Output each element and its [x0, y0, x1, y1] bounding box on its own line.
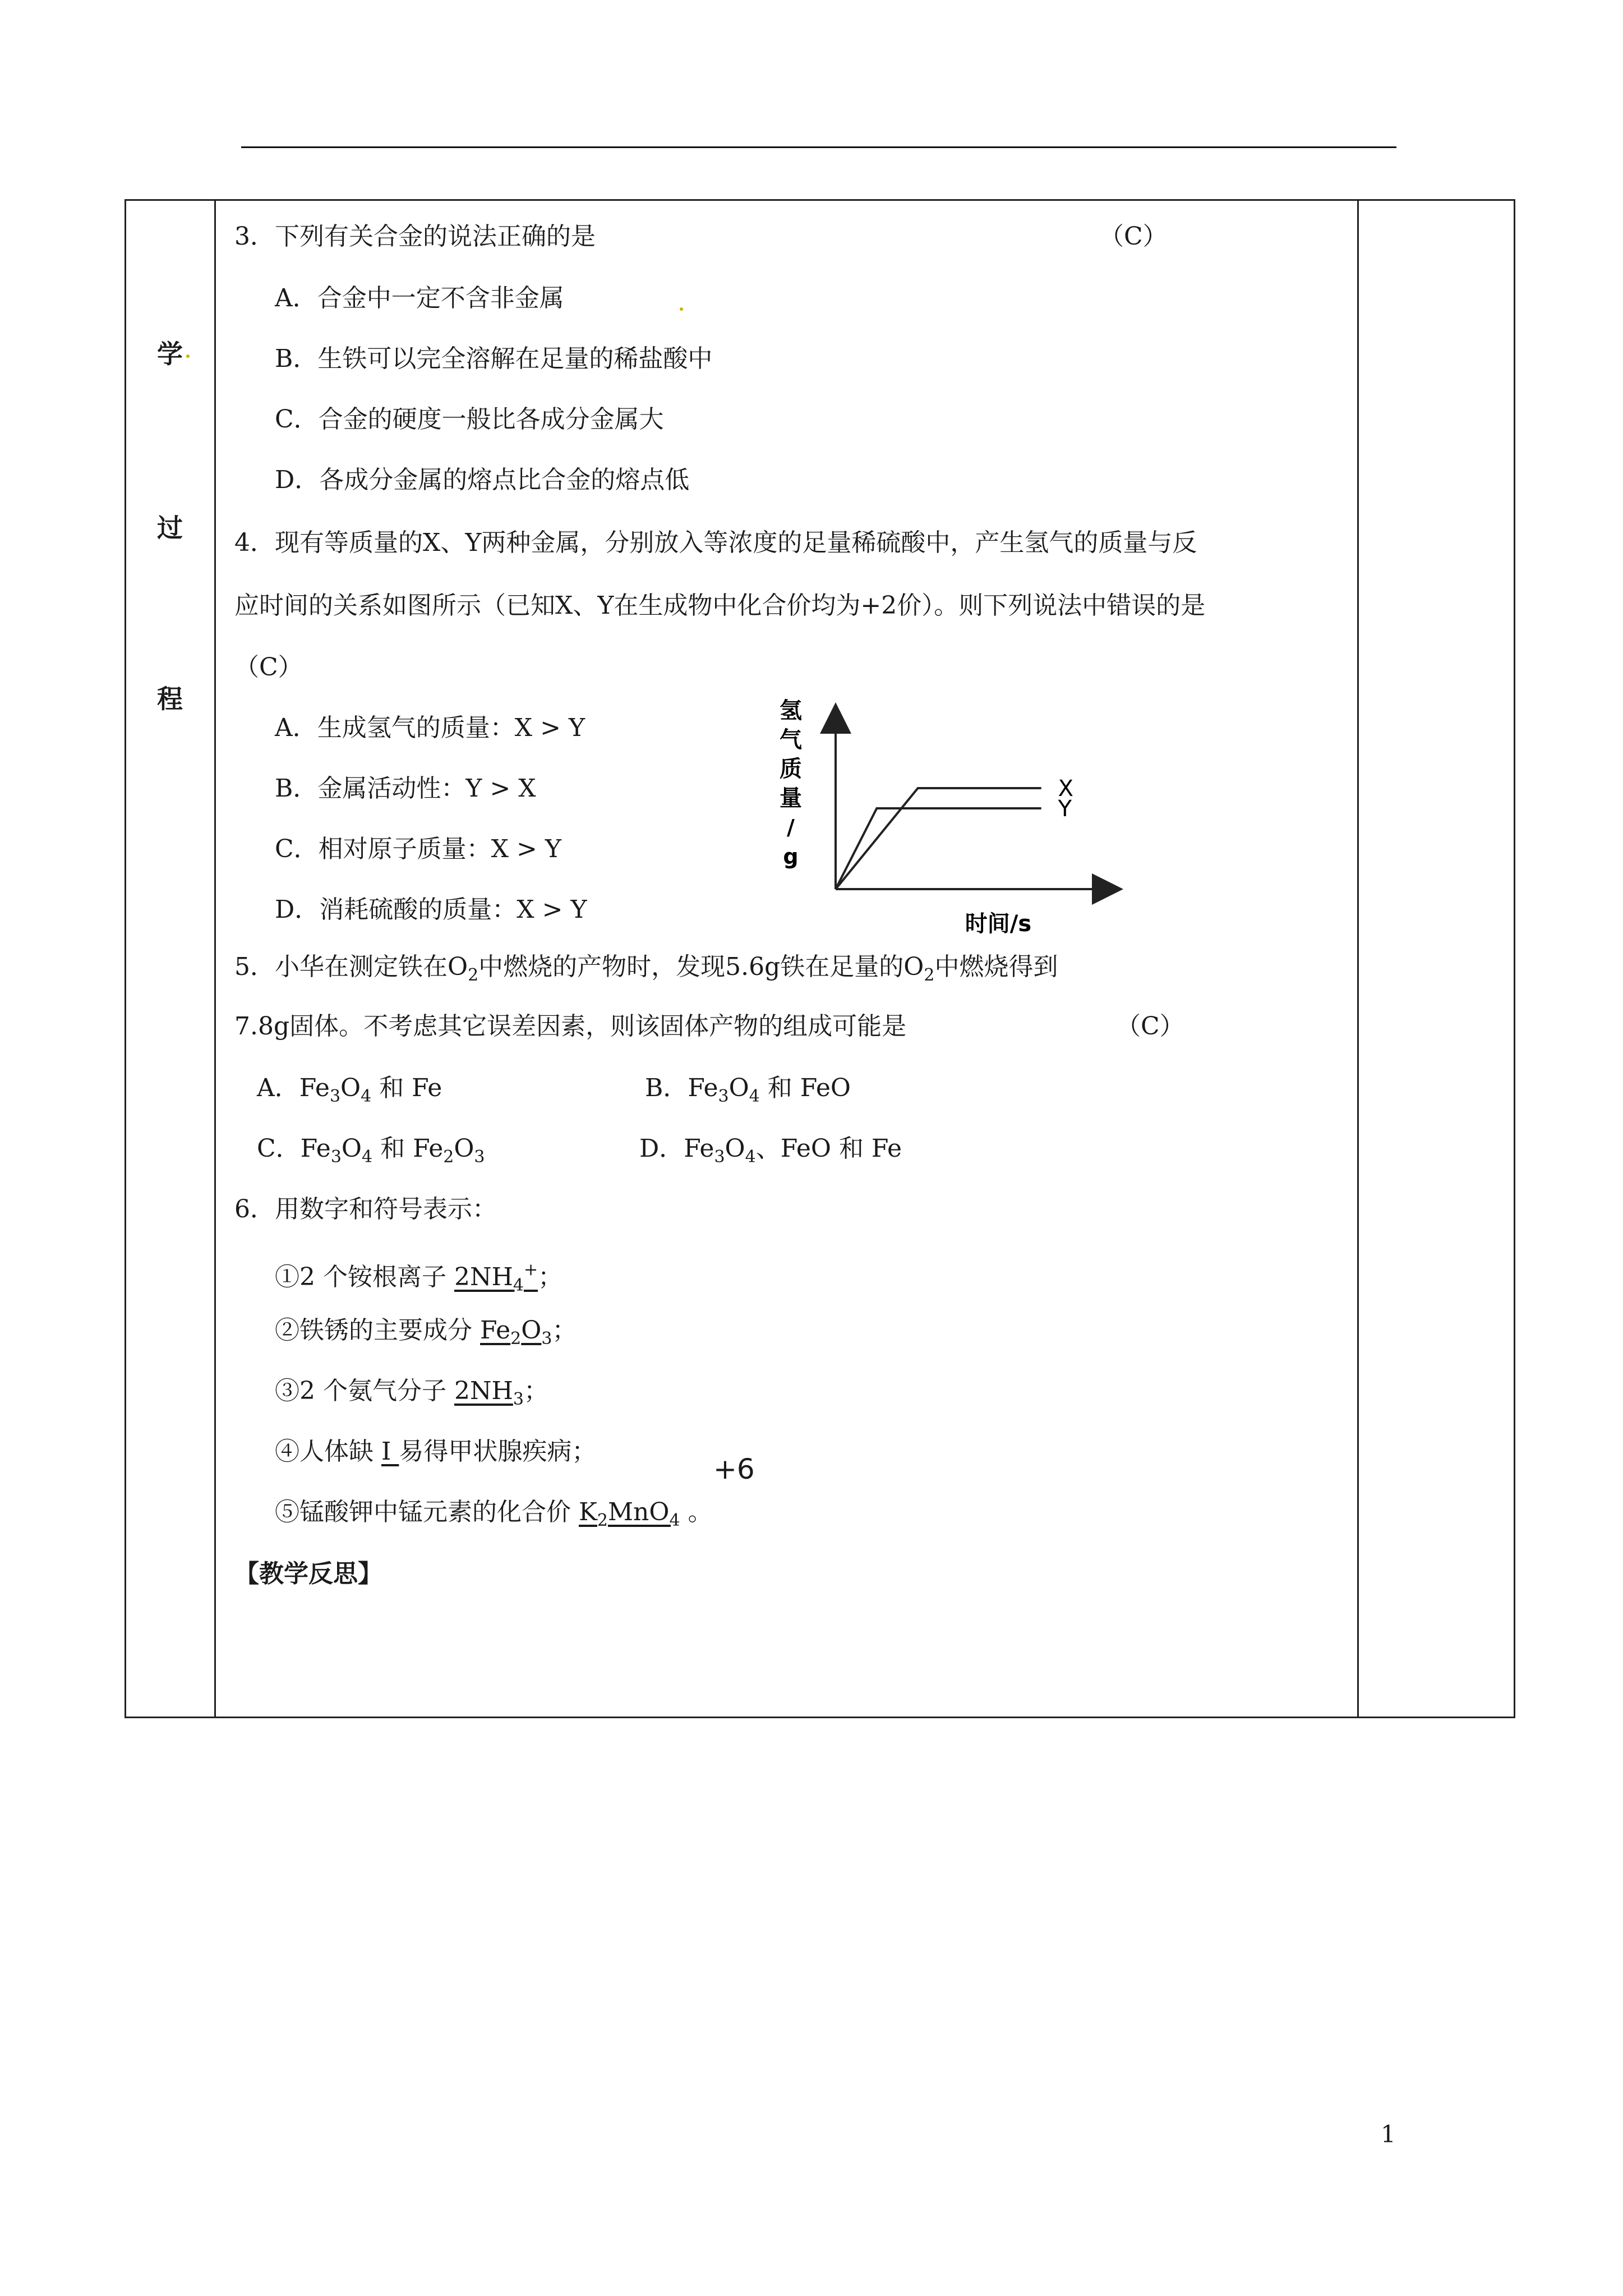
- q5-subscript: 2: [924, 965, 935, 985]
- q6-answer-text: MnO: [607, 1498, 670, 1526]
- q6-answer-text: 2NH: [454, 1377, 513, 1405]
- q3-option-d: D．各成分金属的熔点比合金的熔点低: [275, 466, 690, 494]
- q5-opt-text: O: [341, 1134, 362, 1163]
- q6-answer-2: [480, 1316, 552, 1349]
- q6-item-4: [275, 1435, 596, 1469]
- side-label-guo: 过: [157, 513, 183, 543]
- q6-answer-text: K: [579, 1498, 597, 1526]
- side-label-cheng: 程: [157, 684, 183, 714]
- table-column-divider-left: [214, 199, 216, 1718]
- q5-option-a: [257, 1071, 442, 1114]
- q6-text: ③2 个氨气分子: [275, 1377, 454, 1405]
- q5-opt-text: 、FeO 和 Fe: [755, 1134, 902, 1163]
- q3-answer: （C）: [1099, 222, 1168, 251]
- q6-subscript: 4: [669, 1511, 680, 1530]
- q4-answer: （C）: [234, 653, 303, 682]
- q5-opt-text: 和 Fe: [371, 1074, 442, 1102]
- q6-text: ；: [538, 1263, 563, 1291]
- q4-stem-line1: 4．现有等质量的X、Y两种金属，分别放入等浓度的足量稀硫酸中，产生氢气的质量与反: [234, 528, 1197, 557]
- header-rule: [241, 146, 1396, 148]
- q5-subscript: 4: [362, 1147, 373, 1167]
- ink-dot: [680, 307, 683, 311]
- q3-option-a: A．合金中一定不含非金属: [275, 284, 564, 312]
- q6-text: ②铁锈的主要成分: [275, 1316, 480, 1345]
- y-axis-label-char: g: [783, 844, 799, 869]
- q6-subscript: 2: [597, 1511, 608, 1530]
- q4-option-d: D．消耗硫酸的质量：X > Y: [275, 895, 587, 924]
- q5-subscript: 3: [329, 1087, 341, 1106]
- series-line-x: [836, 788, 1041, 889]
- q5-opt-text: O: [340, 1074, 361, 1102]
- hydrogen-mass-time-chart: [751, 696, 1133, 954]
- q6-stem: 6．用数字和符号表示：: [234, 1195, 497, 1223]
- q6-item-2: [275, 1314, 577, 1356]
- q6-text: ；: [552, 1316, 577, 1345]
- q6-text: ④人体缺: [275, 1437, 381, 1466]
- q5-opt-text: B．Fe: [645, 1074, 718, 1102]
- q6-answer-5: [579, 1498, 680, 1530]
- q6-text: ；: [523, 1377, 548, 1405]
- table-column-divider-right: [1357, 199, 1359, 1718]
- q3-option-b: B．生铁可以完全溶解在足量的稀盐酸中: [275, 344, 713, 373]
- q5-text-1: 5．小华在测定铁在O: [234, 953, 468, 981]
- q5-opt-text: A．Fe: [257, 1074, 330, 1102]
- q6-item-1: [275, 1253, 562, 1303]
- q4-option-c: C．相对原子质量：X > Y: [275, 835, 561, 863]
- ink-dot: [186, 355, 190, 358]
- q6-subscript: 3: [541, 1329, 552, 1349]
- q6-subscript: 4: [513, 1276, 524, 1295]
- y-axis-label-char: 气: [780, 727, 802, 753]
- q5-subscript: 3: [718, 1087, 729, 1106]
- series-label-x: X: [1058, 776, 1074, 802]
- x-axis-label: 时间/s: [965, 911, 1032, 937]
- q6-answer-1: [454, 1260, 538, 1295]
- q5-stem-line1: [234, 950, 1058, 992]
- q5-text-2: 中燃烧的产物时，发现5.6g铁在足量的O: [478, 953, 924, 981]
- q5-opt-text: 和 FeO: [759, 1074, 851, 1102]
- q6-item-5: [275, 1496, 713, 1538]
- page-number: 1: [1381, 2120, 1396, 2148]
- q5-subscript: 3: [714, 1147, 725, 1167]
- y-axis-label-char: 氢: [780, 698, 802, 724]
- q5-subscript: 4: [749, 1087, 760, 1106]
- q4-option-a: A．生成氢气的质量：X > Y: [275, 714, 585, 742]
- q6-item-3: [275, 1374, 548, 1416]
- q5-opt-text: 和 Fe: [372, 1134, 444, 1163]
- q5-subscript: 4: [745, 1147, 756, 1167]
- q6-text: ⑤锰酸钾中锰元素的化合价: [275, 1498, 579, 1526]
- q5-subscript: 3: [330, 1147, 342, 1167]
- q5-stem-line2: 7.8g固体。不考虑其它误差因素，则该固体产物的组成可能是: [234, 1012, 907, 1041]
- q5-opt-text: O: [725, 1134, 745, 1163]
- q6-answer-text: Fe: [480, 1316, 511, 1345]
- q6-subscript: 2: [510, 1329, 522, 1349]
- q5-text-3: 中燃烧得到: [934, 953, 1058, 981]
- q6-valence-mark: +6: [713, 1453, 755, 1485]
- q6-answer-3: [454, 1377, 524, 1409]
- q5-subscript: 3: [474, 1147, 485, 1167]
- q5-opt-text: D．Fe: [639, 1134, 714, 1163]
- q6-answer-4: I: [381, 1437, 399, 1466]
- reflection-heading: 【教学反思】: [234, 1559, 382, 1588]
- series-label-y: Y: [1058, 796, 1072, 822]
- q5-answer: （C）: [1116, 1012, 1184, 1041]
- q5-subscript: 2: [468, 965, 479, 985]
- q5-opt-text: C．Fe: [257, 1134, 331, 1163]
- q6-superscript: +: [523, 1260, 538, 1280]
- q5-opt-text: O: [728, 1074, 749, 1102]
- series-line-y: [836, 808, 1041, 889]
- y-axis-label-char: /: [787, 815, 795, 840]
- q5-option-c: [257, 1132, 485, 1174]
- q6-text: ①2 个铵根离子: [275, 1263, 454, 1291]
- y-axis-label: [780, 698, 802, 869]
- q5-option-b: [645, 1071, 851, 1114]
- side-label-xue: 学: [157, 339, 183, 369]
- y-axis-label-char: 质: [780, 756, 802, 782]
- q3-stem: 3．下列有关合金的说法正确的是: [234, 222, 596, 251]
- y-axis-label-char: 量: [780, 785, 802, 811]
- q6-subscript: 3: [513, 1389, 524, 1409]
- q4-option-b: B．金属活动性：Y > X: [275, 774, 536, 803]
- q6-answer-text: O: [521, 1316, 542, 1345]
- q5-subscript: 2: [443, 1147, 454, 1167]
- q6-answer-text: 2NH: [454, 1263, 513, 1291]
- q6-text: 易得甲状腺疾病；: [399, 1437, 597, 1466]
- q3-option-c: C．合金的硬度一般比各成分金属大: [275, 405, 664, 434]
- q5-option-d: [639, 1132, 902, 1174]
- q5-subscript: 4: [361, 1087, 372, 1106]
- q6-text: 。: [680, 1498, 713, 1526]
- q5-opt-text: O: [454, 1134, 474, 1163]
- q4-stem-line2: 应时间的关系如图所示（已知X、Y在生成物中化合价均为+2价）。则下列说法中错误的是: [234, 591, 1206, 620]
